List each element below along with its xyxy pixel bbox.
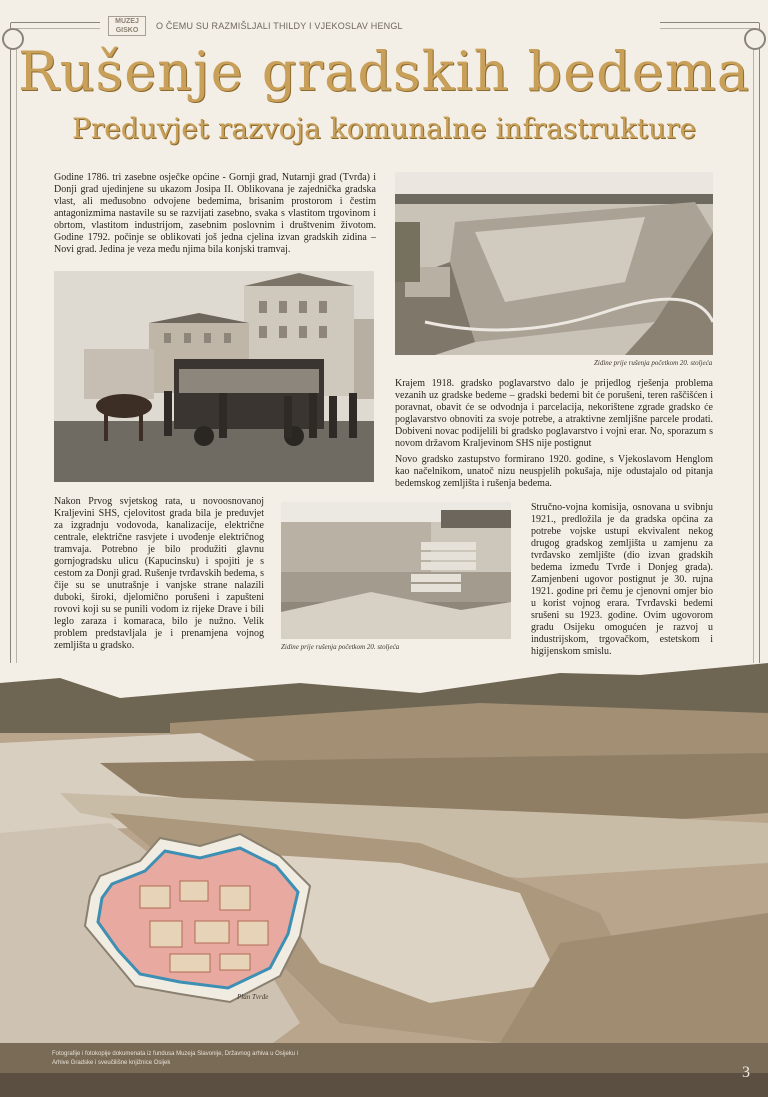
right-text xyxy=(395,378,713,494)
museum-logo: MUZEJ GISKO xyxy=(108,16,146,36)
photo-walls-2 xyxy=(281,502,511,639)
caption-walls-1: Zidine prije rušenja početkom 20. stoljeća xyxy=(594,359,713,367)
right-lower-text xyxy=(531,502,713,662)
fortress-plan-illustration xyxy=(80,826,314,1012)
fortress-plan-map xyxy=(80,826,314,1012)
paragraph-intro: Godine 1786. tri zasebne osječke općine - Gornji grad, Nutarnji grad (Tvrđa) i Donji grad ujedinjene su ukazom Josipa II. Oblikovana je zajednička gradska vlast, ali međusobno odvojene bedemima, brisanim prostorom i čestim antagonizmima nastavile su se razvijati zasebno, svaka s vlastitom trgovinom i obrtom, vlastitom industrijom, zasebnim poslovnim i društvenim životom. Godine 1792. počinje se oblikovati još jedna cjelina izvan gradskih zidina – Novi grad. Jedina je veza među njima bila konjski tramvaj. xyxy=(54,172,376,255)
walls-illustration-2 xyxy=(281,502,511,639)
paragraph-nakon: Nakon Prvog svjetskog rata, u novoosnovanoj Kraljevini SHS, cjelovitost grada bila je preduvjet za izgradnju vodovoda, kanalizacije, električne centrale, električne rasvjete i uvođenje električnog tramvaja. Potrebno je bilo produžiti glavnu gornjogradsku ulicu (Kapucinsku) i spojiti je s cestom za Donji grad. Rušenje tvrđavskih bedema, s čije su se unutrašnje i vanjske strane nalazili duboki, široki, djelomično porušeni i zapušteni rovovi koji su se punili vodom iz rijeke Drave i bili leglo zaraza i komaraca, bilo je nužno. Velik problem predstavljala je i prenamjena vojnog zemljišta u gradsko. xyxy=(54,496,264,651)
horse-tram-illustration xyxy=(54,271,374,482)
image-credits: Fotografije i fotokopije dokumenata iz fundusa Muzeja Slavonije, Državnog arhiva u Osijeku i Arhive Gradske i sveučilišne knjižnice Osijek xyxy=(52,1051,299,1066)
paragraph-strucno: Stručno-vojna komisija, osnovana u svibnju 1921., predložila je da gradska općina za potrebe vojske ustupi ekvivalent nekog drugog gradskog zemljišta u zamjenu za tvrđavsko zemljište (dio izvan gradskih bedema između Tvrđe i Donjeg grada). Zamjenbeni ugovor postignut je 30. rujna 1921. godine pri čemu je cjenovni omjer bio u korist vojnog erara. Tvrđavski bedemi srušeni su 1923. godine. Ovim ugovorom gradu Osijeku omogućen je razvoj u industrijskom, trgovačkom, estetskom i higijenskom smislu. xyxy=(531,502,713,657)
walls-illustration-1 xyxy=(395,172,713,355)
intro-text xyxy=(54,172,376,260)
photo-walls-1 xyxy=(395,172,713,355)
page-subtitle: Preduvjet razvoja komunalne infrastrukture xyxy=(71,112,697,145)
caption-plan: Plan Tvrđe xyxy=(237,993,269,1001)
caption-walls-2: Zidine prije rušenja početkom 20. stoljeća xyxy=(281,643,400,651)
series-title: O ČEMU SU RAZMIŠLJALI THILDY I VJEKOSLAV HENGL xyxy=(156,21,403,31)
photo-horse-tram xyxy=(54,271,374,482)
page-title: Rušenje gradskih bedema xyxy=(18,40,750,103)
paragraph-novo: Novo gradsko zastupstvo formirano 1920. godine, s Vjekoslavom Henglom kao načelnikom, unatoč nizu neuspjelih pokušaja, nije odustajalo od pitanja bedemskog zemljišta i rušenja bedema. xyxy=(395,454,713,489)
paragraph-krajem: Krajem 1918. gradsko poglavarstvo dalo je prijedlog rješenja problema vezanih uz gradske bedeme – gradski bedemi bit će porušeni, teren raščišćen i poravnat, obavit će se odvodnja i parcelacija, nekorištene zgrade gradsko će poglavarstvo obnoviti za svoje potrebe, a atraktivne zemljišne parcele prodati. Dobiveni novac podijelili bi gradsko poglavarstvo i vojni erar. No, sporazum s novom državom Kraljevinom SHS nije postignut xyxy=(395,378,713,449)
page-number: 3 xyxy=(742,1064,750,1081)
left-lower-text xyxy=(54,496,264,656)
